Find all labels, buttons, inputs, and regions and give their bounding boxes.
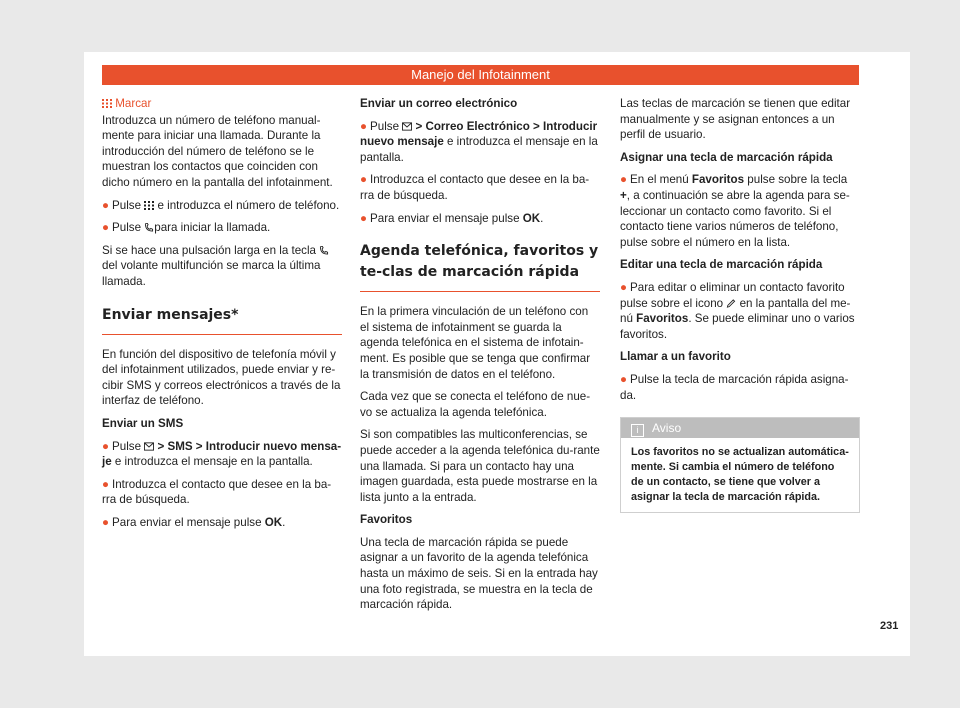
agenda-p1: En la primera vinculación de un teléfono con el sistema de infotainment se guarda la agenda telefónica en el sistema de infotain-ment. Es posible que se tenga que confirmar la transmisión de datos en el teléfono. <box>360 305 591 381</box>
text: Pulse <box>112 221 145 235</box>
bullet-icon: ● <box>620 173 628 187</box>
text: Pulse <box>112 439 145 453</box>
favoritos-label: Favoritos <box>691 173 745 187</box>
menu-path: > SMS > Introducir nuevo mensa-je <box>102 439 342 469</box>
bullet-icon: ● <box>620 372 628 386</box>
bullet-icon: ● <box>360 119 368 133</box>
text: Para editar o eliminar un contacto favorito pulse sobre el icono <box>620 280 845 310</box>
section-agenda: Agenda telefónica, favoritos y te-clas de marcación rápida <box>360 236 600 292</box>
bullet-icon: ● <box>102 477 110 491</box>
text: . Se puede eliminar uno o varios favoritos. <box>620 312 855 341</box>
marcar-bullet-2 <box>102 220 342 236</box>
marcar-bullet-1 <box>102 198 342 214</box>
text: Pulse la tecla de marcación rápida asigna-da. <box>620 372 849 402</box>
assign-heading: Asignar una tecla de marcación rápida <box>620 150 833 164</box>
favoritos-label: Favoritos <box>636 312 689 326</box>
assign-bullet <box>620 172 860 250</box>
text: . <box>540 211 544 225</box>
favoritos-text: Una tecla de marcación rápida se puede asignar a un favorito de la agenda telefónica hasta un máximo de seis. Si en la entrada hay una foto registrada, se muestra en la tecla de marcación rápida. <box>360 535 598 612</box>
info-icon: i <box>631 424 644 437</box>
bullet-icon: ● <box>102 198 110 212</box>
aviso-box <box>620 417 860 513</box>
call-heading: Llamar a un favorito <box>620 350 731 364</box>
bullet-icon: ● <box>102 439 110 453</box>
mail-bullet-2 <box>360 172 600 203</box>
text: Para enviar el mensaje pulse <box>112 515 265 529</box>
bullet-icon: ● <box>360 173 368 187</box>
text: del volante multifunción se marca la última llamada. <box>102 259 321 288</box>
text: Introduzca el contacto que desee en la ba-rra de búsqueda. <box>360 173 590 202</box>
text: pulse sobre la tecla <box>744 173 848 187</box>
text: para iniciar la llamada. <box>154 221 271 235</box>
bullet-icon: ● <box>102 515 110 529</box>
text: e introduzca el número de teléfono. <box>154 198 340 212</box>
bullet-icon: ● <box>360 211 368 225</box>
mensajes-intro: En función del dispositivo de telefonía móvil y del infotainment utilizados, puede enviar y re-cibir SMS y correos electrónicos a través de la interfaz de teléfono. <box>102 347 341 408</box>
marcar-title: Marcar <box>115 97 152 110</box>
envelope-icon <box>402 122 412 131</box>
text: e introduzca el mensaje en la pantalla. <box>111 455 313 469</box>
column-3 <box>620 96 860 513</box>
bullet-icon: ● <box>102 221 110 235</box>
envelope-icon <box>144 442 154 451</box>
text: Pulse <box>112 198 145 212</box>
text: Pulse <box>370 119 403 133</box>
edit-bullet <box>620 280 860 342</box>
bullet-icon: ● <box>620 280 628 294</box>
page-number: 231 <box>880 620 899 632</box>
marcar-heading <box>102 96 342 112</box>
text: . <box>282 515 286 529</box>
marcar-intro: Introduzca un número de teléfono manual-mente para iniciar una llamada. Durante la introducción del número de teléfono se le muestran los contactos que coinciden con dicho número en la pantalla del infotainment. <box>102 113 333 189</box>
text: Para enviar el mensaje pulse <box>370 211 523 225</box>
long-press-text <box>102 243 342 290</box>
sms-bullet-1 <box>102 439 342 470</box>
agenda-p2: Cada vez que se conecta el teléfono de nue-vo se actualiza la agenda telefónica. <box>360 390 591 419</box>
mail-heading: Enviar un correo electrónico <box>360 97 518 110</box>
keypad-icon <box>102 99 112 108</box>
ok-label: OK <box>264 515 283 529</box>
agenda-p3: Si son compatibles las multiconferencias, se puede acceder a la agenda telefónica du-rante una llamada. Si para un contacto hay una imagen guardada, esta puede mostrarse en la lista junto a la entrada. <box>360 428 600 504</box>
phone-icon <box>319 246 329 255</box>
sms-heading: Enviar un SMS <box>102 416 184 430</box>
sms-bullet-3 <box>102 515 342 531</box>
pencil-icon <box>726 299 736 308</box>
aviso-text: Los favoritos no se actualizan automática-mente. Si cambia el número de teléfono de un contacto, se tiene que volver a asignar la tecla de marcación rápida. <box>631 446 849 504</box>
aviso-header <box>621 418 859 438</box>
teclas-intro: Las teclas de marcación se tienen que editar manualmente y se asignan entonces a un perfil de usuario. <box>620 97 851 142</box>
chapter-header <box>102 65 859 85</box>
edit-heading: Editar una tecla de marcación rápida <box>620 258 823 272</box>
chapter-title: Manejo del Infotainment <box>411 67 550 82</box>
plus-key: + <box>620 188 627 202</box>
phone-icon <box>144 223 154 232</box>
text: Introduzca el contacto que desee en la ba-rra de búsqueda. <box>102 477 332 507</box>
mail-bullet-1 <box>360 119 600 166</box>
text: , a continuación se abre la agenda para se-leccionar un contacto como favorito. Si el contacto tiene varios números de teléfono, pulse sobre el número en la lista. <box>620 188 850 249</box>
sms-bullet-2 <box>102 477 342 508</box>
menu-path: > Correo Electrónico > Introducir nuevo mensaje <box>360 119 598 149</box>
mail-bullet-3 <box>360 211 600 227</box>
column-2 <box>360 96 600 620</box>
text: Si se hace una pulsación larga en la tecla <box>102 243 320 257</box>
call-bullet <box>620 372 860 403</box>
text: en la pantalla del me-nú <box>620 296 851 326</box>
keypad-icon <box>144 201 154 210</box>
aviso-title: Aviso <box>652 421 682 436</box>
text: En el menú <box>630 173 692 187</box>
ok-label: OK <box>522 211 541 225</box>
favoritos-heading: Favoritos <box>360 513 413 527</box>
column-1 <box>102 96 342 537</box>
section-enviar-mensajes: Enviar mensajes* <box>102 300 342 335</box>
text: e introduzca el mensaje en la pantalla. <box>360 135 598 164</box>
